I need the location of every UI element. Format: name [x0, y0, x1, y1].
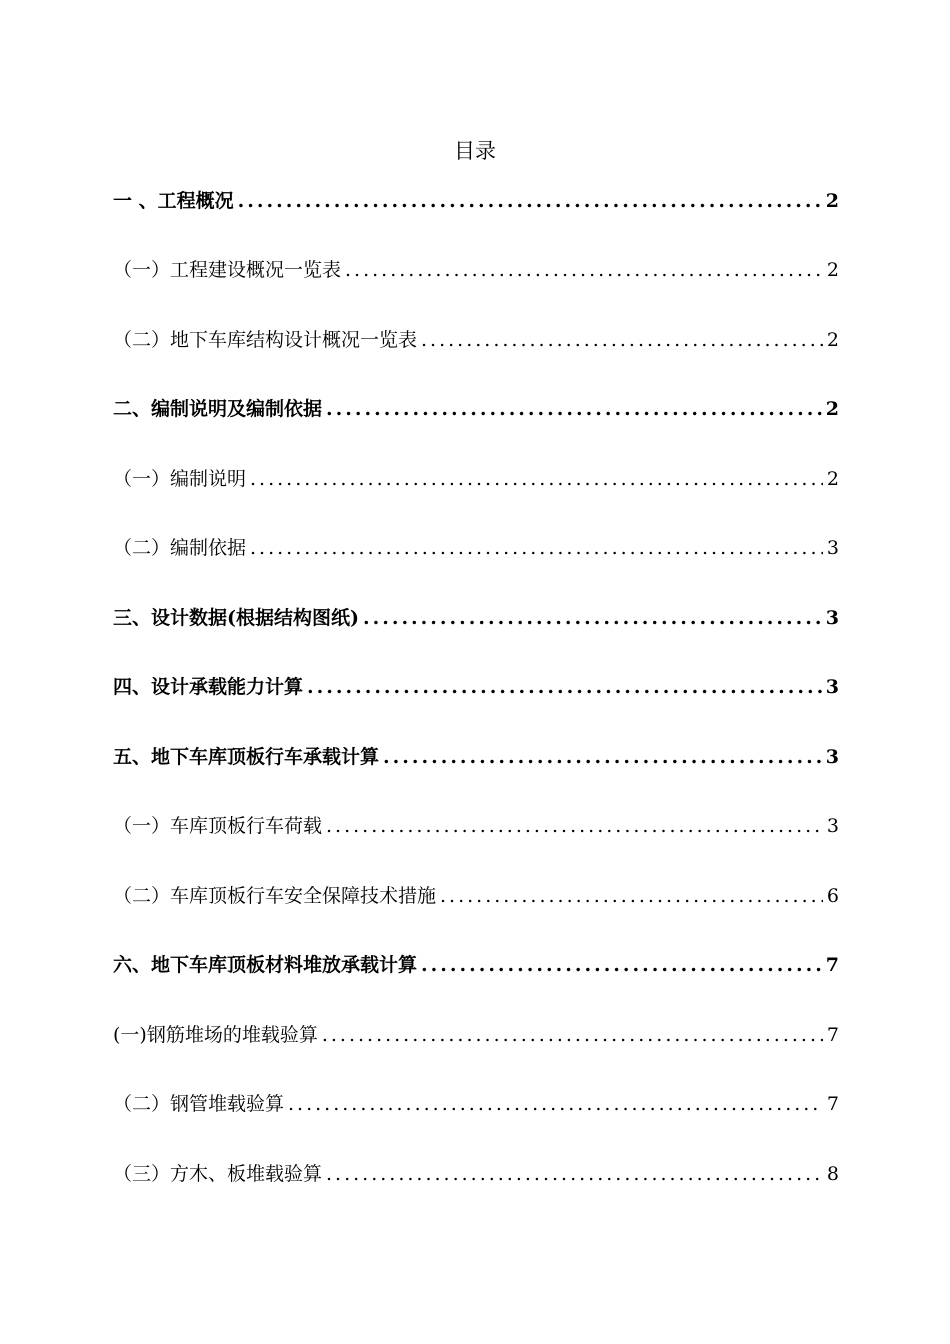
toc-entry-page: 3 — [826, 537, 839, 559]
toc-entry-label: （一）车库顶板行车荷载 — [113, 815, 323, 837]
toc-leader-dots — [363, 603, 822, 633]
toc-leader-dots — [238, 186, 822, 216]
toc-entry[interactable] — [113, 811, 839, 841]
toc-entry-label: （一）工程建设概况一览表 — [113, 259, 342, 281]
toc-entry[interactable] — [113, 881, 839, 911]
toc-entry-label: 三、设计数据(根据结构图纸) — [113, 607, 359, 629]
toc-entry[interactable] — [113, 255, 839, 285]
toc-entry-page: 6 — [826, 885, 839, 907]
toc-entry-label: （二）车库顶板行车安全保障技术措施 — [113, 885, 437, 907]
toc-entry-label: 五、地下车库顶板行车承载计算 — [113, 746, 380, 768]
toc-entry-label: 四、设计承载能力计算 — [113, 676, 304, 698]
toc-entry-page: 7 — [826, 1024, 839, 1046]
toc-entry-page: 3 — [825, 746, 839, 768]
toc-entry[interactable] — [113, 1159, 839, 1189]
toc-entry[interactable] — [113, 1020, 839, 1050]
toc-leader-dots — [250, 464, 823, 494]
toc-title: 目录 — [454, 139, 496, 163]
toc-entry-label: 六、地下车库顶板材料堆放承载计算 — [113, 954, 418, 976]
toc-leader-dots — [250, 533, 823, 563]
toc-entry-page: 7 — [825, 954, 839, 976]
toc-leader-dots — [383, 742, 822, 772]
toc-entry[interactable] — [113, 742, 839, 772]
toc-entry[interactable] — [113, 950, 839, 980]
toc-entry-label: （二）钢管堆载验算 — [113, 1093, 285, 1115]
toc-entry[interactable] — [113, 1089, 839, 1119]
toc-leader-dots — [440, 881, 823, 911]
toc-entry-label: 一 、工程概况 — [113, 190, 234, 212]
toc-entry[interactable] — [113, 186, 839, 216]
toc-entry[interactable] — [113, 394, 839, 424]
toc-entry-label: （二）地下车库结构设计概况一览表 — [113, 329, 418, 351]
toc-entry-page: 2 — [825, 190, 839, 212]
toc-entry[interactable] — [113, 325, 839, 355]
toc-leader-dots — [326, 394, 822, 424]
toc-entry-page: 2 — [826, 329, 839, 351]
toc-entry-label: （一）编制说明 — [113, 468, 247, 490]
toc-entry-page: 3 — [826, 815, 839, 837]
toc-entry-page: 7 — [826, 1093, 839, 1115]
toc-entry[interactable] — [113, 603, 839, 633]
toc-leader-dots — [345, 255, 823, 285]
toc-entry[interactable] — [113, 672, 839, 702]
toc-entry-page: 8 — [826, 1163, 839, 1185]
toc-entry[interactable] — [113, 533, 839, 563]
toc-entry-label: 二、编制说明及编制依据 — [113, 398, 323, 420]
toc-entry-label: （三）方木、板堆载验算 — [113, 1163, 323, 1185]
toc-leader-dots — [421, 950, 822, 980]
toc-leader-dots — [421, 325, 823, 355]
toc-entry-page: 3 — [825, 607, 839, 629]
toc-leader-dots — [307, 672, 822, 702]
toc-leader-dots — [326, 1159, 823, 1189]
toc-leader-dots — [322, 1020, 823, 1050]
toc-entry-page: 2 — [826, 468, 839, 490]
toc-leader-dots — [326, 811, 823, 841]
toc-entry-page: 2 — [825, 398, 839, 420]
toc-entry[interactable] — [113, 464, 839, 494]
toc-entry-page: 2 — [826, 259, 839, 281]
toc-entry-page: 3 — [825, 676, 839, 698]
toc-entry-label: (一)钢筋堆场的堆载验算 — [113, 1024, 318, 1046]
toc-leader-dots — [288, 1089, 823, 1119]
toc-entry-label: （二）编制依据 — [113, 537, 247, 559]
